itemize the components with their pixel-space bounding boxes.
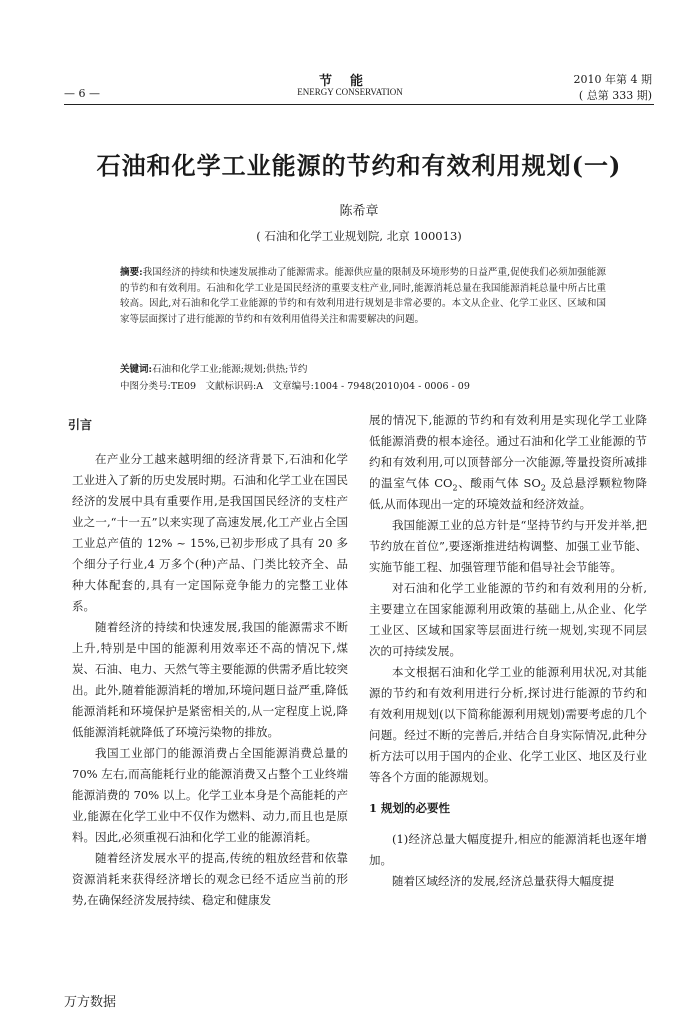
paragraph: 随着经济发展水平的提高,传统的粗放经营和依靠资源消耗来获得经济增长的观念已经不适应当前的形势,在确保经济发展持续、稳定和健康发 xyxy=(72,851,348,907)
abstract-text: 我国经济的持续和快速发展推动了能源需求。能源供应量的限制及环境形势的日益严重,促使我们必须加强能源的节约和有效利用。石油和化学工业是国民经济的重要支柱产业,同时,能源消耗总量在我国能源消耗总量中所占比重较高。因此,对石油和化学工业能源的节约和有效利用进行规划是非常必要的。本文从企业、化学工业区、区域和国家等层面探讨了进行能源的节约和有效利用值得关注和需要解决的问题。 xyxy=(120,267,606,325)
right-column xyxy=(369,410,647,892)
abstract-label: 摘要: xyxy=(120,267,143,278)
paragraph: 对石油和化学工业能源的节约和有效利用的分析,主要建立在国家能源利用政策的基础上,从企业、化学工业区、区域和国家等层面进行统一规划,实现不同层次的可持续发展。 xyxy=(369,581,647,658)
section-heading-intro: 引言 xyxy=(68,418,93,432)
paragraph: 在产业分工越来越明细的经济背景下,石油和化学工业进入了新的历史发展时期。石油和化学工业在国民经济的发展中具有重要作用,是我国国民经济的支柱产业之一,“十一五”以来实现了高速发展,化工产业占全国工业总产值的 12% ~ 15%,已初步形成了具有 20 多个细分子行业,4 万多个(种)产品、门类比较齐全、品种大体配套的,具有一定国际竞争能力的完整工业体系。 xyxy=(72,452,348,613)
paragraph xyxy=(369,410,647,515)
journal-name-english: ENERGY CONSERVATION xyxy=(297,87,403,97)
paragraph: 本文根据石油和化学工业的能源利用状况,对其能源的节约和有效利用进行分析,探讨进行能源的节约和有效利用规划(以下简称能源利用规划)需要考虑的几个问题。经过不断的完善后,并结合自身实际情况,此种分析方法可以用于国内的企业、化学工业区、地区及行业等各个方面的能源规划。 xyxy=(369,665,647,784)
issue-number: 2010 年第 4 期 xyxy=(573,73,652,86)
subscript: 2 xyxy=(452,483,458,493)
journal-name: 节能 xyxy=(318,74,381,89)
paragraph: 我国工业部门的能源消费占全国能源消费总量的 70% 左右,而高能耗行业的能源消费又占整个工业终端能源消费的 70% 以上。化学工业本身是个高能耗的产业,能源在化学工业中不仅作为燃料、动力,而且也是原料。因此,必须重视石油和化学工业的能源消耗。 xyxy=(72,746,348,844)
paragraph-text: 、酸雨气体 SO xyxy=(457,476,541,490)
author: 陈希章 xyxy=(339,204,379,219)
subscript: 2 xyxy=(540,483,546,493)
paragraph: (1)经济总量大幅度提升,相应的能源消耗也逐年增加。 xyxy=(369,832,647,867)
keywords xyxy=(120,361,606,375)
paragraph: 我国能源工业的总方针是“坚持节约与开发并举,把节约放在首位”,要逐渐推进结构调整、加强工业节能、实施节能工程、加强管理节能和倡导社会节能等。 xyxy=(369,518,647,574)
total-issue-number: ( 总第 333 期) xyxy=(578,89,652,102)
left-column xyxy=(68,418,348,911)
classification-line: 中图分类号:TE09 文献标识码:A 文章编号:1004 - 7948(2010)04 - 0006 - 09 xyxy=(120,381,470,392)
header-rule xyxy=(64,104,654,105)
keywords-text: 石油和化学工业;能源;规划;供热;节约 xyxy=(152,364,308,375)
page-number: — 6 — xyxy=(64,87,100,100)
keywords-label: 关键词: xyxy=(120,364,153,375)
section-heading-1: 1 规划的必要性 xyxy=(369,801,451,815)
paragraph-text: 及总悬浮颗粒物降低,从而体现出一定的环境效益和经济效益。 xyxy=(369,476,647,511)
abstract xyxy=(120,265,606,327)
paragraph: 随着区域经济的发展,经济总量获得大幅度提 xyxy=(392,874,615,888)
article-title: 石油和化学工业能源的节约和有效利用规划(一) xyxy=(96,151,622,180)
affiliation: ( 石油和化学工业规划院, 北京 100013) xyxy=(256,229,462,243)
paragraph: 随着经济的持续和快速发展,我国的能源需求不断上升,特别是中国的能源利用效率还不高的情况下,煤炭、石油、电力、天然气等主要能源的供需矛盾比较突出。此外,随着能源消耗的增加,环境问题日益严重,降低能源消耗和环境保护是紧密相关的,从一定程度上说,降低能源消耗就降低了环境污染物的排放。 xyxy=(72,620,348,739)
paragraph-text: 展的情况下,能源的节约和有效利用是实现化学工业降低能源消费的根本途径。通过石油和化学工业能源的节约和有效利用,可以顶替部分一次能源,等量投资所减排的温室气体 CO xyxy=(369,413,647,490)
watermark: 万方数据 xyxy=(64,995,117,1010)
